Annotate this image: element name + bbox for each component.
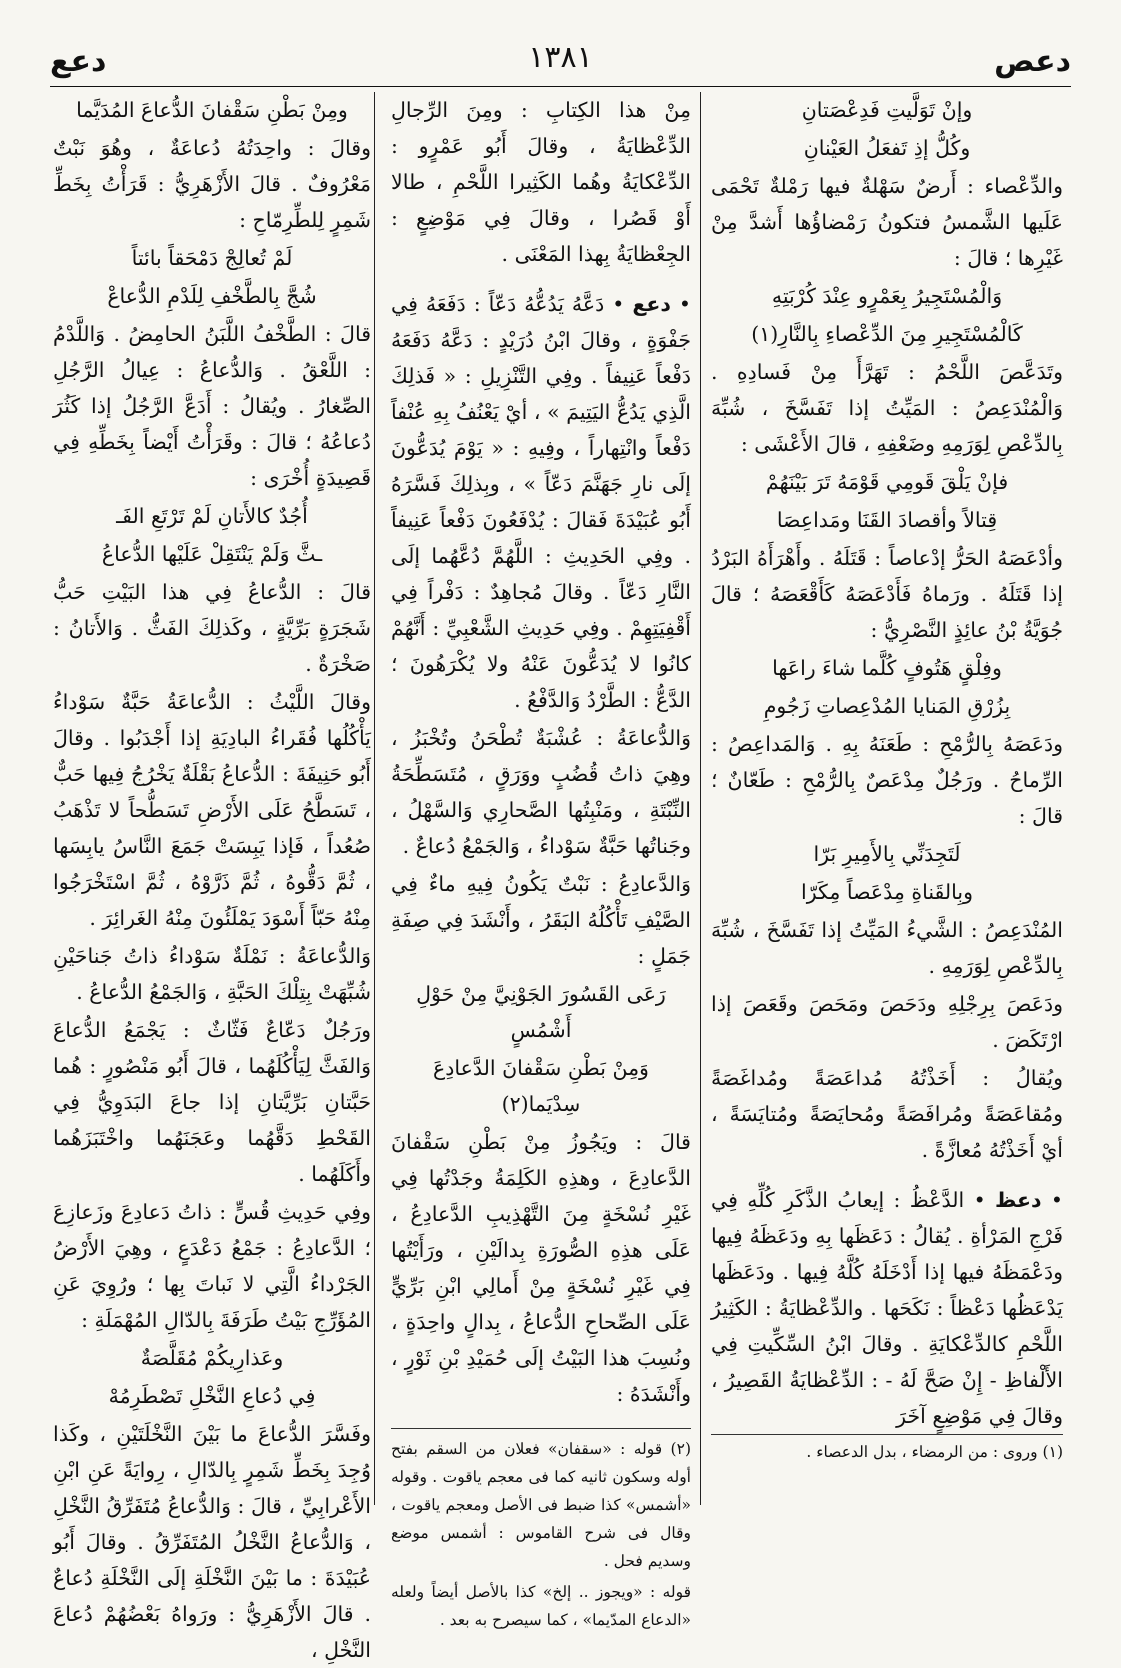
verse-line: لَتَجِدَنِّي بِالأَمِيرِ بَرّا <box>813 842 961 866</box>
verse-line: وفِلْقٍ هَتُوفٍ كُلَّما شاءَ راعَها <box>772 656 1002 680</box>
footnote: قوله : «ويجوز .. إلخ» كذا بالأصل أيضاً ولعله «الدعاع المدّيما» ، كما سيصرح به بعد . <box>391 1583 691 1629</box>
column-right-text <box>711 92 1063 1168</box>
column-middle-text <box>391 92 691 272</box>
text-paragraph: ودَعَصَهُ بِالرُّمْحِ : طَعَنَهُ بِهِ . وَالمَداعِصُ : الرِّماحُ . ورَجُلٌ مِدْعَصٌ بِالرُّمْحِ : طَعّانٌ ؛ قالَ : <box>711 732 1063 828</box>
column-left <box>53 92 371 1662</box>
text-paragraph: والدِّعْصاء : أَرضٌ سَهْلةٌ فيها رَمْلةٌ تَحْمَى عَلَيها الشَّمسُ فتكونُ رَمْضاؤُها أَشدَّ مِنْ غَيْرِها ؛ قالَ : <box>711 174 1063 270</box>
text-paragraph: ودَعَصَ بِرِجْلِهِ ودَحَصَ ومَحَصَ وقَعَصَ إذا ارْتَكَضَ . <box>711 992 1063 1052</box>
entry-text: دَعَّهُ يَدُعُّهُ دَعّاً : دَفَعَهُ فِي جَفْوَةٍ ، وقالَ ابْنُ دُرَيْدٍ : دَعَّهُ دَفَعَهُ دَفْعاً عَنِيفاً . وفِي التَّنْزِيلِ : « فَذلِكَ الَّذِي يَدُعُّ اليَتِيمَ » ، أيْ يَعْنُفُ بِهِ عُنْفاً دَفْعاً وانْتِهاراً ، وفِيهِ : « يَوْمَ يُدَعُّونَ إلَى نارِ جَهَنَّمَ دَعّاً » ، وبِذلِكَ فَسَّرَهُ أَبُو عُبَيْدَةَ فَقالَ : يُدْفَعُونَ دَفْعاً عَنِيفاً . وفِي الحَدِيثِ : اللَّهُمَّ دُعَّهُما إلَى النَّارِ دَعّاً . وقالَ مُجاهِدٌ : دَفْراً فِي أَقْفِيَتِهِمْ . وفِي حَدِيثِ الشَّعْبِيِّ : أَنَّهُمْ كانُوا لا يُدَعُّونَ عَنْهُ ولا يُكْرَهُونَ ؛ الدَّعُّ : الطَّرْدُ وَالدَّفْعُ . <box>391 292 691 712</box>
text-paragraph: المُنْدَعِصُ : الشَّيءُ المَيِّتُ إذا تَفَسَّخَ ، شُبِّهَ بِالدِّعْصِ لِوَرَمِهِ . <box>711 918 1063 978</box>
text-paragraph: وَالدَّعادِعُ : نَبْتٌ يَكُونُ فِيهِ ماءٌ فِي الصَّيْفِ تَأْكُلُهُ البَقَرُ ، وأَنْشَدَ فِي صِفَةِ جَمَلٍ : <box>391 872 691 968</box>
text-paragraph: قالَ : الدُّعاعُ فِي هذا البَيْتِ حَبُّ شَجَرَةٍ بَرِّيَّةٍ ، وكَذلِكَ الفَثُّ . وَالأَتانُ : صَخْرَةٌ . <box>53 580 371 676</box>
text-paragraph: ورَجُلٌ دَعّاعٌ فَثّاثٌ : يَجْمَعُ الدُّعاعَ وَالفَثَّ لِيَأْكُلَهُما ، قالَ أَبُو مَنْصُورٍ : هُما حَبَّتانِ بَرِّيَّتانِ إذا جاعَ البَدَوِيُّ فِي القَحْطِ دَقَّهُما وعَجَنَهُما واخْتَبَزَهُما وأَكَلَهُما . <box>53 1018 371 1186</box>
entry-daeaz: • دعظ • الدَّعْظُ : إيعابُ الذَّكَرِ كُلِّهِ فِي فَرْجِ المَرْأةِ . يُقالُ : دَعَظَها بِهِ ودَعَظَهُ فِيها ودَعْمَظَهُ فيها إذا أَدْخَلَهُ كُلَّهُ فِيها . ودَعَظَها يَدْعَظُها دَعْظاً : نَكَحَها . والدِّعْظايَةُ : الكَثِيرُ اللَّحْمِ كالدِّعْكايَةِ . وقالَ ابْنُ السِّكِّيتِ فِي الأَلْفاظِ - إِنْ صَحَّ لَهُ - : الدِّعْظايَةُ القَصِيرُ ، وقالَ فِي مَوْضِعٍ آخَرَ <box>711 1188 1063 1428</box>
footnote: (٢) قوله : «سقفان» فعلان من السقم بفتح أوله وسكون ثانيه كما فى معجم ياقوت . وقوله «أشمس» كذا ضبط فى الأصل ومعجم ياقوت ، وقال فى شرح القاموس : أشمس موضع وسديم فحل . <box>391 1440 691 1570</box>
verse-line: أُجُدٌ كالأَتانِ لَمْ تَرْتَعِ الفَـ <box>116 504 308 528</box>
verse-line: وَالْمُسْتَجِيرُ بِعَمْرٍو عِنْدَ كُرْبَتِهِ <box>771 284 1003 308</box>
text-paragraph: وتَدَعَّصَ اللَّحْمُ : تَهَرَّأَ مِنْ فَسادِهِ . وَالْمُنْدَعِصُ : المَيِّتُ إذا تَفَسَّخَ ، شُبِّهَ بِالدِّعْصِ لِوَرَمِهِ وضَعْفِهِ ، قالَ الأَعْشَى : <box>711 360 1063 456</box>
verse-line: وكُلُّ إذِ تَفعَلُ العَيْنانِ <box>803 136 971 160</box>
page-header <box>50 40 1071 87</box>
entry-lemma: دعع <box>632 292 671 316</box>
verse-line: فإنْ يَلْقَ قَومِي قَوْمَهُ تَرَ بَيْنَهُمْ <box>765 470 1009 494</box>
column-left-text <box>53 92 371 1668</box>
text-paragraph: وقالَ : واحِدَتُهُ دُعاعَةٌ ، وهُوَ نَبْتٌ مَعْرُوفٌ . قالَ الأَزْهَرِيُّ : قَرَأْتُ بِخَطِّ شَمِرٍ لِلطِّرِمّاحِ : <box>53 136 371 232</box>
footnote-right: (١) وروى : من الرمضاء ، بدل الدعصاء . <box>711 1434 1063 1465</box>
verse-line: وإنْ تَوَلَّيتِ فَدِعْصَتانِ <box>801 98 973 122</box>
verse-line: رَعَى القَسُورَ الجَوْنِيَّ مِنْ حَوْلِ أَشْمُسٍ <box>416 982 666 1042</box>
verse-line: فِي دُعاعِ النَّخْلِ تَصْطَرِمُهْ <box>108 1384 316 1408</box>
text-paragraph: قالَ : الطَّخْفُ اللَّبَنُ الحامِضُ . وَاللَّدْمُ : اللَّعْقُ . وَالدُّعاعُ : عِيالُ الرَّجُلِ الصِّغارُ . ويُقالُ : أَدَعَّ الرَّجُلُ إذا كَثُرَ دُعاعُهُ ؛ قالَ : وقَرَأْتُ أَيْضاً بِخَطِّهِ فِي قَصِيدَةٍ أُخْرَى : <box>53 322 371 490</box>
verse-line: وعَذارِيكُمْ مُقَلَّصَةٌ <box>140 1346 284 1370</box>
text-paragraph: ويُقالُ : أَخَذْتُهُ مُداعَصَةً ومُداغَصَةً ومُقاعَصَةً ومُرافَصَةً ومُحايَصَةً ومُتايَسَةً ، أيْ أَخَذْتُهُ مُعازَّةً . <box>711 1066 1063 1162</box>
text-paragraph: مِنْ هذا الكِتابِ : ومِنَ الرِّجالِ الدِّعْظايَةُ ، وقالَ أَبُو عَمْرٍو : الدِّعْكايَةُ وهُما الكَثِيرا اللَّحْمِ ، طالا أَوْ قَصُرا ، وقالَ فِي مَوْضِعٍ : الجِعْظايَةُ بِهذا المَعْنَى . <box>391 98 691 266</box>
entry-text: الدَّعْظُ : إيعابُ الذَّكَرِ كُلِّهِ فِي فَرْجِ المَرْأةِ . يُقالُ : دَعَظَها بِهِ ودَعَظَهُ فِيها ودَعْمَظَهُ فيها إذا أَدْخَلَهُ كُلَّهُ فِيها . ودَعَظَها يَدْعَظُها دَعْظاً : نَكَحَها . والدِّعْظايَةُ : الكَثِيرُ اللَّحْمِ كالدِّعْكايَةِ . وقالَ ابْنُ السِّكِّيتِ فِي الأَلْفاظِ - إِنْ صَحَّ لَهُ - : الدِّعْظايَةُ القَصِيرُ ، وقالَ فِي مَوْضِعٍ آخَرَ <box>711 1188 1063 1428</box>
entry-lemma: دعظ <box>995 1188 1042 1212</box>
verse-line: لَمْ تُعالِجْ دَمْحَقاً بائتاً <box>131 246 293 270</box>
footnotes-middle <box>391 1428 691 1634</box>
verse-line: ومِنْ بَطْنِ سَقْفانَ الدُّعاعَ المُدَيَّما <box>76 98 348 122</box>
entry-daea: • دعع • دَعَّهُ يَدُعُّهُ دَعّاً : دَفَعَهُ فِي جَفْوَةٍ ، وقالَ ابْنُ دُرَيْدٍ : دَعَّهُ دَفَعَهُ دَفْعاً عَنِيفاً . وفِي التَّنْزِيلِ : « فَذلِكَ الَّذِي يَدُعُّ اليَتِيمَ » ، أيْ يَعْنُفُ بِهِ عُنْفاً دَفْعاً وانْتِهاراً ، وفِيهِ : « يَوْمَ يُدَعُّونَ إلَى نارِ جَهَنَّمَ دَعّاً » ، وبِذلِكَ فَسَّرَهُ أَبُو عُبَيْدَةَ فَقالَ : يُدْفَعُونَ دَفْعاً عَنِيفاً . وفِي الحَدِيثِ : اللَّهُمَّ دُعَّهُما إلَى النَّارِ دَعّاً . وقالَ مُجاهِدٌ : دَفْراً فِي أَقْفِيَتِهِمْ . وفِي حَدِيثِ الشَّعْبِيِّ : أَنَّهُمْ كانُوا لا يُدَعُّونَ عَنْهُ ولا يُكْرَهُونَ ؛ الدَّعُّ : الطَّرْدُ وَالدَّفْعُ . <box>391 292 692 712</box>
text-paragraph: وَالدُّعاعَةُ : عُشْبَةٌ تُطْحَنُ وتُخْبَزُ ، وهِيَ ذاتُ قُضُبٍ ووَرَقٍ ، مُتَسَطِّحَةُ النِّبْتَةِ ، ومَنْبِتُها الصَّحارِي وَالسَّهْلُ ، وجَناتُها حَبَّةٌ سَوْداءُ ، وَالجَمْعُ دُعاعٌ . <box>391 726 691 858</box>
column-right <box>711 92 1063 1505</box>
text-paragraph: وفَسَّرَ الدُّعاعَ ما بَيْنَ النَّخْلَتَيْنِ ، وكَذا وُجِدَ بِخَطِّ شَمِرٍ بِالدّالِ ، رِوايَةً عَنِ ابْنِ الأَعْرابِيِّ ، قالَ : وَالدُّعاعُ مُتَفَرِّقُ النَّخْلِ ، وَالدُّعاعُ النَّخْلُ المُتَفَرِّقُ . وقالَ أَبُو عُبَيْدَةَ : ما بَيْنَ النَّخْلَةِ إلَى النَّخْلَةِ دُعاعٌ . قالَ الأَزْهَرِيُّ : ورَواهُ بَعْضُهُمْ دُعاعَ النَّخْلِ ، <box>53 1422 371 1662</box>
column-divider-left <box>374 92 375 1505</box>
text-paragraph: وأدْعَصَهُ الحَرُّ إدْعاصاً : قَتَلَهُ . وأَهْرَأَهُ البَرْدُ إذا قَتَلَهُ . ورَماهُ فَأَدْعَصَهُ كَأَقْعَصَهُ ؛ قالَ جُوَيَّةُ بْنُ عائِذٍ النَّصْرِيُّ : <box>711 546 1063 642</box>
verse-line: قِتالاً وأقصادَ القَنَا ومَداعِصَا <box>776 508 998 532</box>
verse-line: بِزُرْقِ المَنايا المُدْعِصاتِ زَجُومِ <box>763 694 1011 718</box>
text-paragraph: وقالَ اللَّيْثُ : الدُّعاعَةُ حَبَّةٌ سَوْداءُ يَأْكُلُها فُقَراءُ البادِيَةِ إذا أَجْدَبُوا . وقالَ أَبُو حَنِيفَةَ : الدُّعاعُ بَقْلَةٌ يَخْرُجُ فِيها حَبٌّ ، تَسَطَّحُ عَلَى الأَرْضِ تَسَطُّحاً لا تَذْهَبُ صُعُداً ، فَإذا يَبِسَتْ جَمَعَ النَّاسُ يابِسَها ، ثُمَّ دَقُّوهُ ، ثُمَّ ذَرَّوْهُ ، ثُمَّ اسْتَخْرَجُوا مِنْهُ حَبّاً أَسْوَدَ يَمْلَئُونَ مِنْهُ الغَرائِرَ . <box>53 690 371 930</box>
verse-line: وَمِنْ بَطْنِ سَقْفانَ الدَّعادِعَ سِدْيَما(٢) <box>433 1056 649 1116</box>
verse-line: كَالْمُسْتَجِيرِ مِنَ الدِّعْصاءِ بِالنَّارِ(١) <box>751 322 1023 346</box>
page-number: ١٣٨١ <box>528 40 593 75</box>
running-headword-right: دعص <box>994 44 1071 79</box>
text-paragraph: قالَ : ويَجُوزُ مِنْ بَطْنِ سَقْفانَ الدَّعادِعَ ، وهذِهِ الكَلِمَةُ وجَدْتُها فِي غَيْرِ نُسْخَةٍ مِنَ التَّهْذِيبِ الدَّعادِعُ ، عَلَى هذِهِ الصُّورَةِ بِدالَيْنِ ، ورَأَيْتُها فِي غَيْرِ نُسْخَةٍ مِنْ أَمالِي ابْنِ بَرِّيٍّ عَلَى الصِّحاحِ الدُّعاعُ ، بِدالٍ واحِدَةٍ ، ونُسِبَ هذا البَيْتُ إلَى حُمَيْدِ بْنِ ثَوْرٍ ، وأَنْشَدَهُ : <box>391 1130 691 1406</box>
text-paragraph: وفِي حَدِيثِ قُسٍّ : ذاتُ دَعادِعَ وزَعازِعَ ؛ الدَّعادِعُ : جَمْعُ دَعْدَعٍ ، وهِيَ الأَرْضُ الجَرْداءُ الَّتِي لا نَباتَ بِها ؛ ورُوِيَ عَنِ المُؤَرِّجِ بَيْتُ طَرَفَةَ بِالدّالِ المُهْمَلَةِ : <box>53 1200 371 1332</box>
verse-line: شُجَّ بِالطَّخْفِ لِلَدْمِ الدُّعاعْ <box>107 284 317 308</box>
column-divider-right <box>700 92 701 1505</box>
verse-line: ـثَّ وَلَمْ يَنْتَقِلْ عَلَيْها الدُّعاعُ <box>101 542 323 566</box>
running-headword-left: دعع <box>50 44 107 79</box>
column-middle <box>391 92 692 1629</box>
column-middle-text-continued <box>391 720 691 1412</box>
verse-line: وبِالقَناةِ مِدْعَصاً مِكَرّا <box>801 880 973 904</box>
text-paragraph: وَالدُّعاعَةُ : نَمْلَةٌ سَوْداءُ ذاتُ جَناحَيْنِ شُبِّهَتْ بِتِلْكَ الحَبَّةِ ، وَالجَمْعُ الدُّعاعُ . <box>53 944 371 1004</box>
